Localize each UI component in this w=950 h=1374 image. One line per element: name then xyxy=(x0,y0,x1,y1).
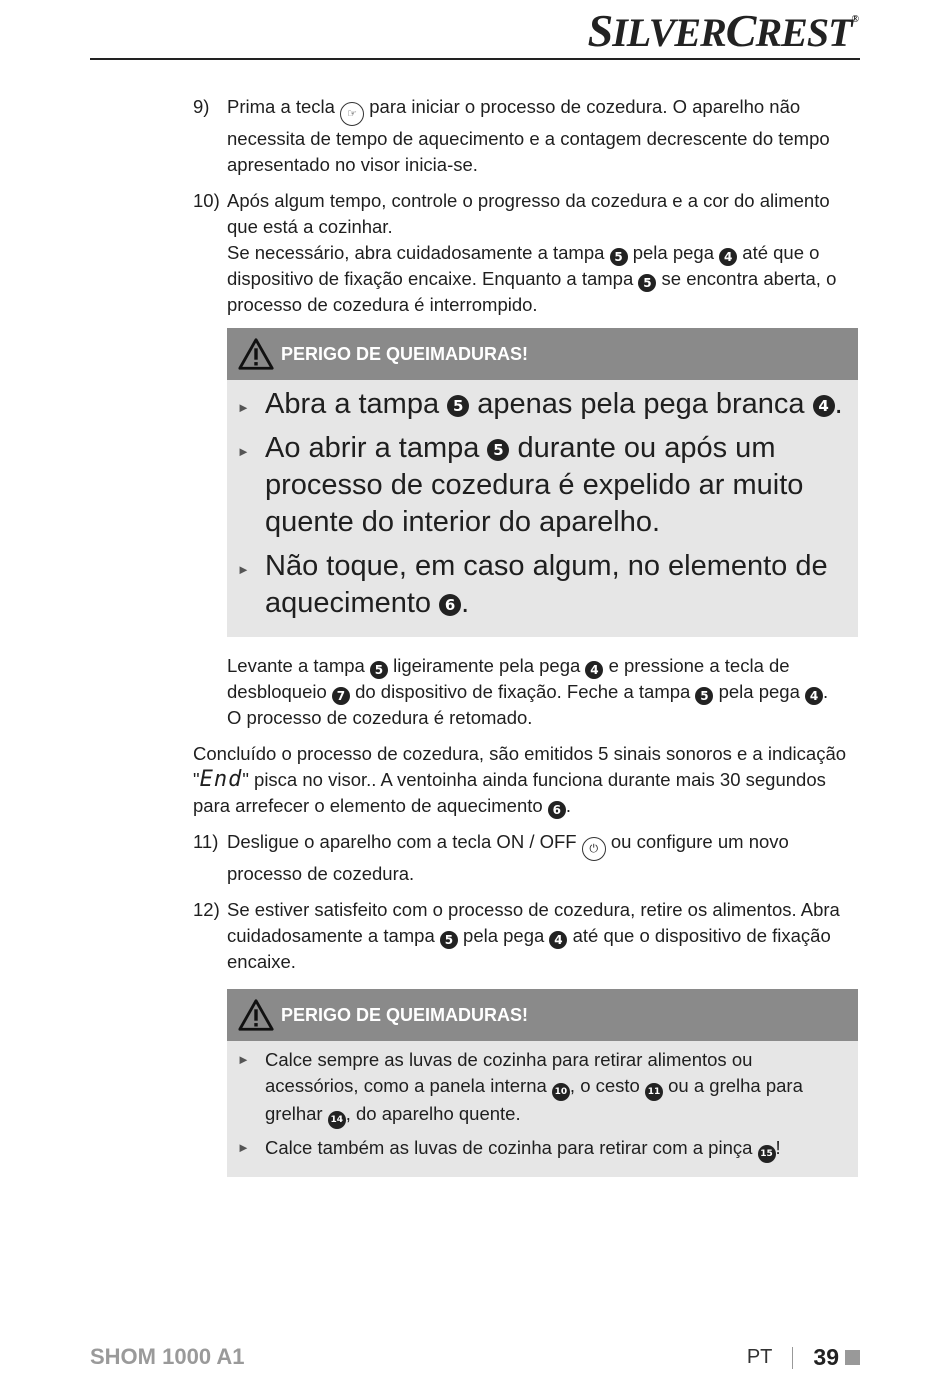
warning-triangle-icon xyxy=(237,336,275,372)
power-icon: ⏻ xyxy=(582,837,606,861)
burn-warning-box-2 xyxy=(227,989,858,1177)
bullet-arrow-icon: ► xyxy=(237,1052,250,1067)
warning-item: ► Não toque, em caso algum, no elemento de aquecimento 6 . xyxy=(237,550,828,619)
ref-badge: 5 xyxy=(447,395,469,417)
footer-page-info xyxy=(747,1344,860,1371)
header-rule xyxy=(90,58,860,60)
ref-badge: 11 xyxy=(645,1083,663,1101)
ref-badge: 15 xyxy=(758,1145,776,1163)
warning-title: PERIGO DE QUEIMADURAS! xyxy=(281,1005,529,1025)
footer-language: PT xyxy=(746,1346,773,1368)
warning-triangle-icon xyxy=(237,997,275,1033)
step-10: 10) Após algum tempo, controle o progresso da cozedura e a cor do alimento que está a cozinhar. Se necessário, abra cuidadosamente a tampa 5 pela pega 4 até que o dispositivo de fixação encaixe. Enquanto a tampa 5 se encontra aberta, o processo de cozedura é interrompido. xyxy=(193,190,837,315)
ref-badge: 5 xyxy=(610,248,628,266)
step-11: 11) Desligue o aparelho com a tecla ON / OFF ⏻ ou configure um novo processo de cozedura. xyxy=(193,831,789,884)
start-key-icon: ☞ xyxy=(340,102,364,126)
bullet-arrow-icon: ► xyxy=(237,444,250,459)
ref-badge: 4 xyxy=(585,661,603,679)
page-marker-square xyxy=(845,1350,860,1365)
ref-badge: 7 xyxy=(332,687,350,705)
ref-badge: 5 xyxy=(695,687,713,705)
ref-badge: 5 xyxy=(440,931,458,949)
ref-badge: 5 xyxy=(638,274,656,292)
warning-header xyxy=(227,328,858,380)
warning-title: PERIGO DE QUEIMADURAS! xyxy=(281,344,529,364)
bullet-arrow-icon: ► xyxy=(237,400,250,415)
ref-badge: 4 xyxy=(813,395,835,417)
bullet-arrow-icon: ► xyxy=(237,562,250,577)
ref-badge: 4 xyxy=(805,687,823,705)
footer-divider xyxy=(792,1347,793,1369)
step-12: 12) Se estiver satisfeito com o processo de cozedura, retire os alimentos. Abra cuidadosamente a tampa 5 pela pega 4 até que o dispositivo de fixação encaixe. xyxy=(193,899,840,972)
end-paragraph: Concluído o processo de cozedura, são emitidos 5 sinais sonoros e a indicação "End" pisca no visor.. A ventoinha ainda funciona durante mais 30 segundos para arrefecer o elemento de aquecimento 6 . xyxy=(193,743,847,817)
ref-badge: 6 xyxy=(439,594,461,616)
step-9: 9) Prima a tecla ☞ para iniciar o processo de cozedura. O aparelho não necessita de tempo de aquecimento e a contagem decrescente do tempo apresentado no visor inicia-se. xyxy=(193,96,830,175)
warning-item: ► Calce sempre as luvas de cozinha para retirar alimentos ou acessórios, como a panela interna 10 , o cesto 11 ou a grelha para grelhar 14 , do aparelho quente. xyxy=(237,1047,848,1129)
ref-badge: 4 xyxy=(719,248,737,266)
display-end-text: End xyxy=(199,767,243,792)
warning-header xyxy=(227,989,858,1041)
brand-logo: SILVERCREST® xyxy=(587,5,858,56)
step-number: 9) xyxy=(193,96,210,117)
footer-model: SHOM 1000 A1 xyxy=(90,1344,245,1369)
ref-badge: 5 xyxy=(487,439,509,461)
ref-badge: 5 xyxy=(370,661,388,679)
bullet-arrow-icon: ► xyxy=(237,1140,250,1155)
ref-badge: 10 xyxy=(552,1083,570,1101)
ref-badge: 4 xyxy=(549,931,567,949)
step-number: 12) xyxy=(193,899,220,920)
main-content xyxy=(193,94,858,1193)
ref-badge: 6 xyxy=(548,801,566,819)
step-number: 10) xyxy=(193,190,220,211)
resume-paragraph: Levante a tampa 5 ligeiramente pela pega 4 e pressione a tecla de desbloqueio 7 do dispositivo de fixação. Feche a tampa 5 pela pega 4 . O processo de cozedura é retomado. xyxy=(227,655,829,728)
step-number: 11) xyxy=(193,831,219,852)
warning-item: ► Ao abrir a tampa 5 durante ou após um processo de cozedura é expelido ar muito quente do interior do aparelho. xyxy=(237,432,804,538)
warning-item: ► Calce também as luvas de cozinha para retirar com a pinça 15 ! xyxy=(237,1135,848,1163)
ref-badge: 14 xyxy=(328,1111,346,1129)
warning-item: ► Abra a tampa 5 apenas pela pega branca 4 . xyxy=(237,386,848,423)
page-number: 39 xyxy=(813,1344,839,1370)
burn-warning-box xyxy=(227,328,858,637)
